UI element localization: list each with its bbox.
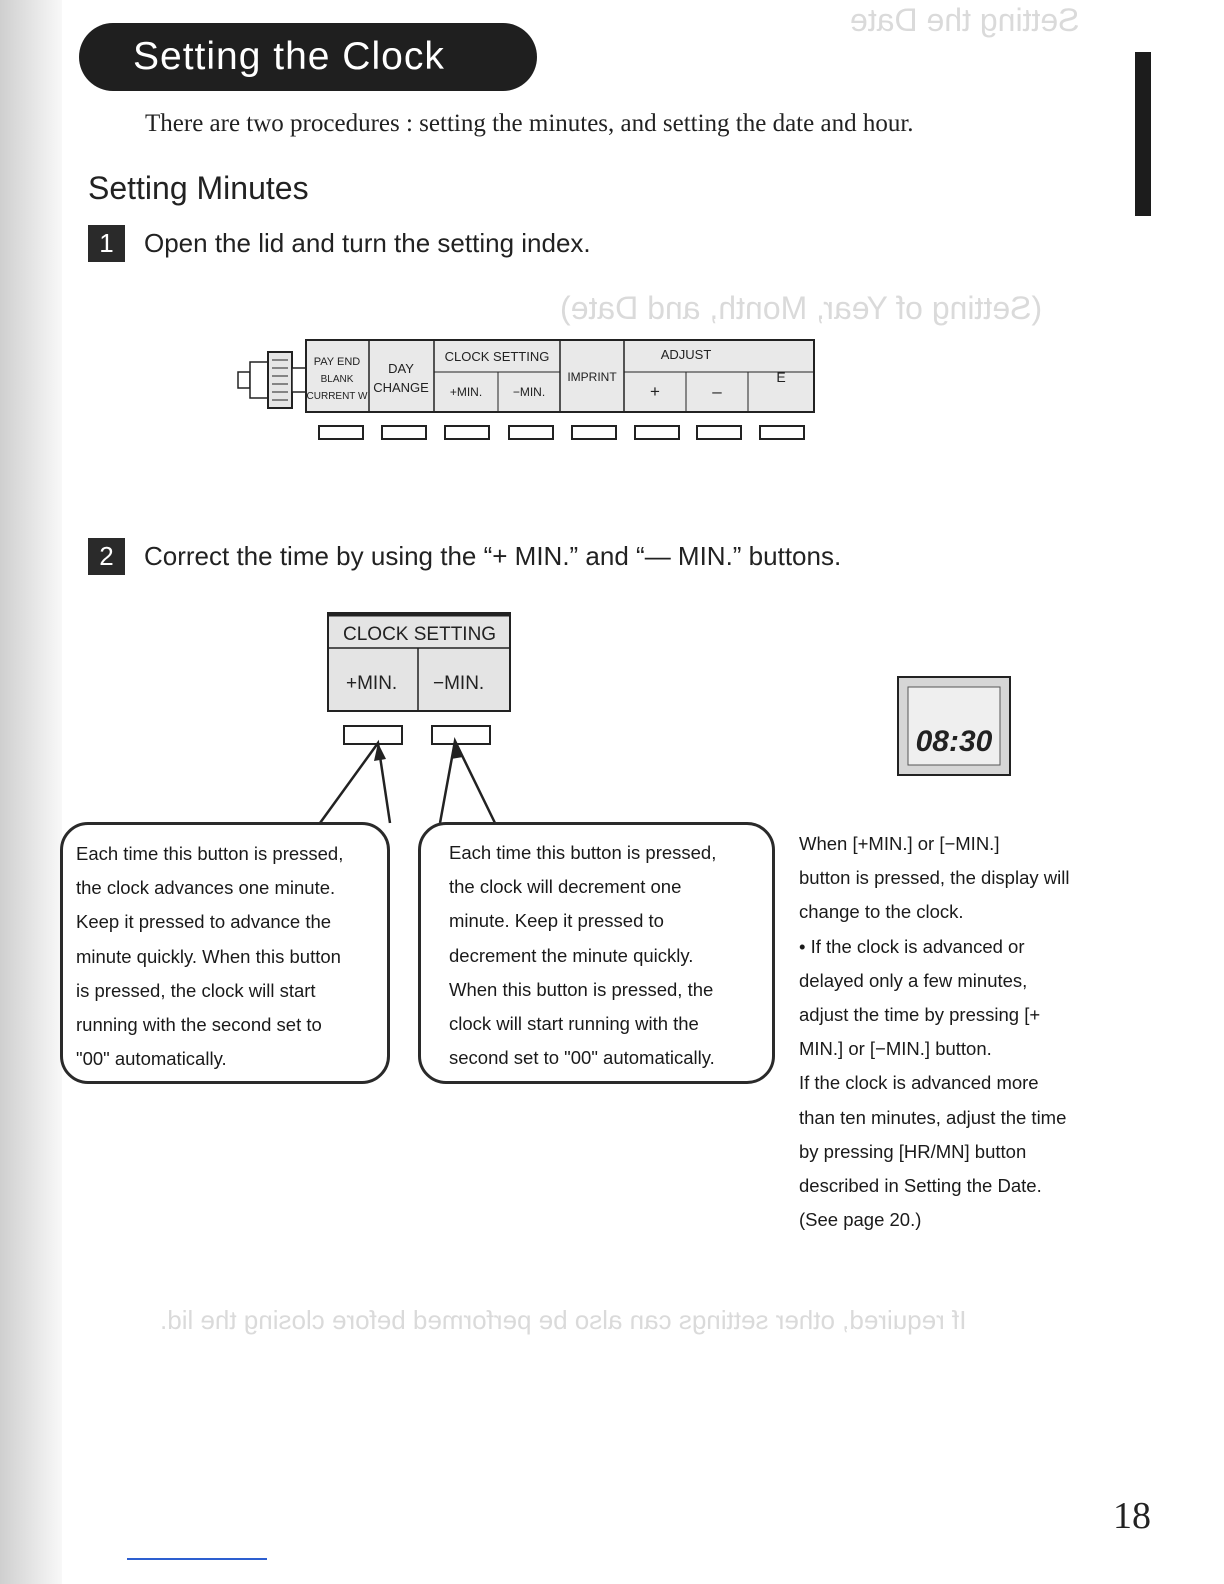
label-minus-min: −MIN.: [512, 385, 546, 399]
label-pay-end: PAY END: [313, 356, 361, 368]
note-line: button is pressed, the display will: [799, 867, 1070, 889]
intro-text: There are two procedures : setting the minutes, and setting the date and hour.: [145, 110, 914, 137]
clock-setting-closeup: [60, 605, 1060, 830]
callout-line: clock will start running with the: [449, 1013, 699, 1035]
label-day: DAY: [388, 361, 414, 376]
callout-line: is pressed, the clock will start: [76, 979, 316, 1001]
step-text: Correct the time by using the “+ MIN.” and “— MIN.” buttons.: [144, 541, 842, 571]
label-clock-setting: CLOCK SETTING: [444, 349, 550, 364]
callout-line: decrement the minute quickly.: [449, 944, 694, 966]
step-text: Open the lid and turn the setting index.: [144, 228, 591, 258]
pointer-minus: [440, 741, 495, 823]
adjust-plus-button[interactable]: [635, 426, 679, 439]
callout-line: minute quickly. When this button: [76, 945, 341, 967]
minus-min-callout: [418, 822, 775, 1084]
setting-panel-diagram: [230, 330, 830, 450]
callout-line: minute. Keep it pressed to: [449, 910, 664, 932]
label-blank: BLANK: [320, 374, 354, 385]
note-line: by pressing [HR/MN] button: [799, 1140, 1027, 1162]
callout-line: running with the second set to: [76, 1014, 322, 1036]
label-change: CHANGE: [373, 380, 429, 395]
step-number: 2: [88, 538, 125, 575]
note-line: delayed only a few minutes,: [799, 969, 1028, 991]
adjust-e-button[interactable]: [760, 426, 804, 439]
setting-index-knob: [238, 352, 306, 408]
label-plus: +: [650, 382, 660, 401]
day-change-button[interactable]: [382, 426, 426, 439]
note-line: MIN.] or [−MIN.] button.: [799, 1038, 992, 1060]
note-line: described in Setting the Date.: [799, 1175, 1042, 1197]
minus-min-button[interactable]: [509, 426, 553, 439]
page-title: Setting the Clock: [79, 23, 537, 91]
step-2: [88, 538, 841, 575]
note-line: If the clock is advanced more: [799, 1072, 1039, 1094]
closeup-plus-min-button[interactable]: [344, 726, 402, 744]
note-line: change to the clock.: [799, 901, 964, 923]
lcd-time: 08:30: [915, 725, 993, 758]
closeup-clock-setting: CLOCK SETTING: [343, 624, 497, 645]
footer-rule: [127, 1558, 267, 1560]
step-1: [88, 225, 591, 262]
bleed-through-text: If required, other settings can also be performed before closing the lid.: [160, 1305, 967, 1335]
label-e: E: [776, 369, 786, 385]
note-line: adjust the time by pressing [+: [799, 1004, 1041, 1026]
step-number: 1: [88, 225, 125, 262]
label-plus-min: +MIN.: [449, 385, 483, 399]
callout-line: second set to "00" automatically.: [449, 1047, 715, 1069]
bleed-through-text: (Setting of Year, Month, and Date): [560, 290, 1043, 326]
page-edge-tab: [1135, 52, 1151, 216]
callout-line: the clock advances one minute.: [76, 877, 336, 899]
label-imprint: IMPRINT: [567, 370, 617, 384]
closeup-plus-min: +MIN.: [346, 673, 398, 694]
callout-line: Each time this button is pressed,: [76, 843, 344, 864]
label-current: CURRENT W: [306, 391, 368, 402]
note-line: (See page 20.): [799, 1209, 922, 1231]
closeup-minus-min: −MIN.: [433, 673, 485, 694]
note-line: than ten minutes, adjust the time: [799, 1106, 1067, 1128]
imprint-button[interactable]: [572, 426, 616, 439]
page-binding-shadow: [0, 0, 62, 1584]
adjust-minus-button[interactable]: [697, 426, 741, 439]
note-line: • If the clock is advanced or: [799, 935, 1025, 957]
display-note: [799, 827, 1119, 1237]
note-line: When [+MIN.] or [−MIN.]: [799, 833, 1000, 854]
callout-line: Each time this button is pressed,: [449, 842, 717, 863]
page-number: 18: [1113, 1495, 1151, 1537]
callout-line: the clock will decrement one: [449, 876, 682, 898]
plus-min-callout: [60, 822, 390, 1084]
plus-min-button[interactable]: [445, 426, 489, 439]
pay-end-button[interactable]: [319, 426, 363, 439]
bleed-through-text: Setting the Date: [850, 2, 1080, 38]
callout-line: "00" automatically.: [76, 1048, 227, 1070]
closeup-minus-min-button[interactable]: [432, 726, 490, 744]
callout-line: When this button is pressed, the: [449, 978, 714, 1000]
label-adjust: ADJUST: [660, 347, 712, 362]
section-heading: Setting Minutes: [88, 170, 309, 206]
callout-line: Keep it pressed to advance the: [76, 911, 332, 933]
label-minus: –: [712, 382, 722, 401]
